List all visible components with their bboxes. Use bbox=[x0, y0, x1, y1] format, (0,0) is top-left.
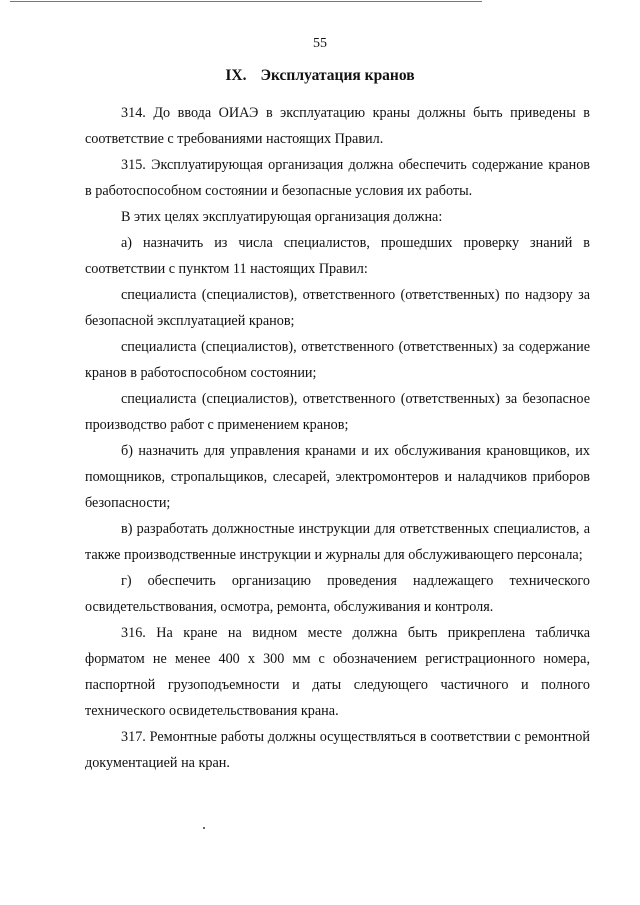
document-body bbox=[85, 100, 590, 776]
paragraph-316: 316. На кране на видном месте должна быть прикреплена табличка форматом не менее 400 х 300 мм с обозначением регистрационного номера, паспортной грузоподъемности и даты следующего частичного и полного технического освидетельствования крана. bbox=[85, 625, 590, 719]
paragraph-315: 315. Эксплуатирующая организация должна обеспечить содержание кранов в работоспособном состоянии и безопасные условия их работы. bbox=[85, 157, 590, 199]
scan-speck bbox=[203, 827, 205, 829]
paragraph-item-g: г) обеспечить организацию проведения надлежащего технического освидетельствования, осмотра, ремонта, обслуживания и контроля. bbox=[85, 573, 590, 615]
paragraph-317: 317. Ремонтные работы должны осуществляться в соответствии с ремонтной документацией на кран. bbox=[85, 729, 590, 771]
paragraph-item-v: в) разработать должностные инструкции для ответственных специалистов, а также производственные инструкции и журналы для обслуживающего персонала; bbox=[85, 521, 590, 563]
section-heading bbox=[0, 67, 640, 85]
paragraph-specialist-3: специалиста (специалистов), ответственного (ответственных) за безопасное производство работ с применением кранов; bbox=[85, 391, 590, 433]
paragraph-item-a: а) назначить из числа специалистов, прошедших проверку знаний в соответствии с пунктом 11 настоящих Правил: bbox=[85, 235, 590, 277]
section-number: IX. bbox=[225, 67, 247, 84]
paragraph-intro: В этих целях эксплуатирующая организация должна: bbox=[121, 209, 443, 225]
top-rule bbox=[10, 1, 482, 2]
paragraph-314: 314. До ввода ОИАЭ в эксплуатацию краны должны быть приведены в соответствие с требованиями настоящих Правил. bbox=[85, 105, 590, 147]
page-number: 55 bbox=[313, 36, 327, 51]
paragraph-item-b: б) назначить для управления кранами и их обслуживания крановщиков, их помощников, стропальщиков, слесарей, электромонтеров и наладчиков приборов безопасности; bbox=[85, 443, 590, 511]
section-title: Эксплуатация кранов bbox=[260, 67, 415, 84]
paragraph-specialist-2: специалиста (специалистов), ответственного (ответственных) за содержание кранов в работоспособном состоянии; bbox=[85, 339, 590, 381]
paragraph-specialist-1: специалиста (специалистов), ответственного (ответственных) по надзору за безопасной эксплуатацией кранов; bbox=[85, 287, 590, 329]
